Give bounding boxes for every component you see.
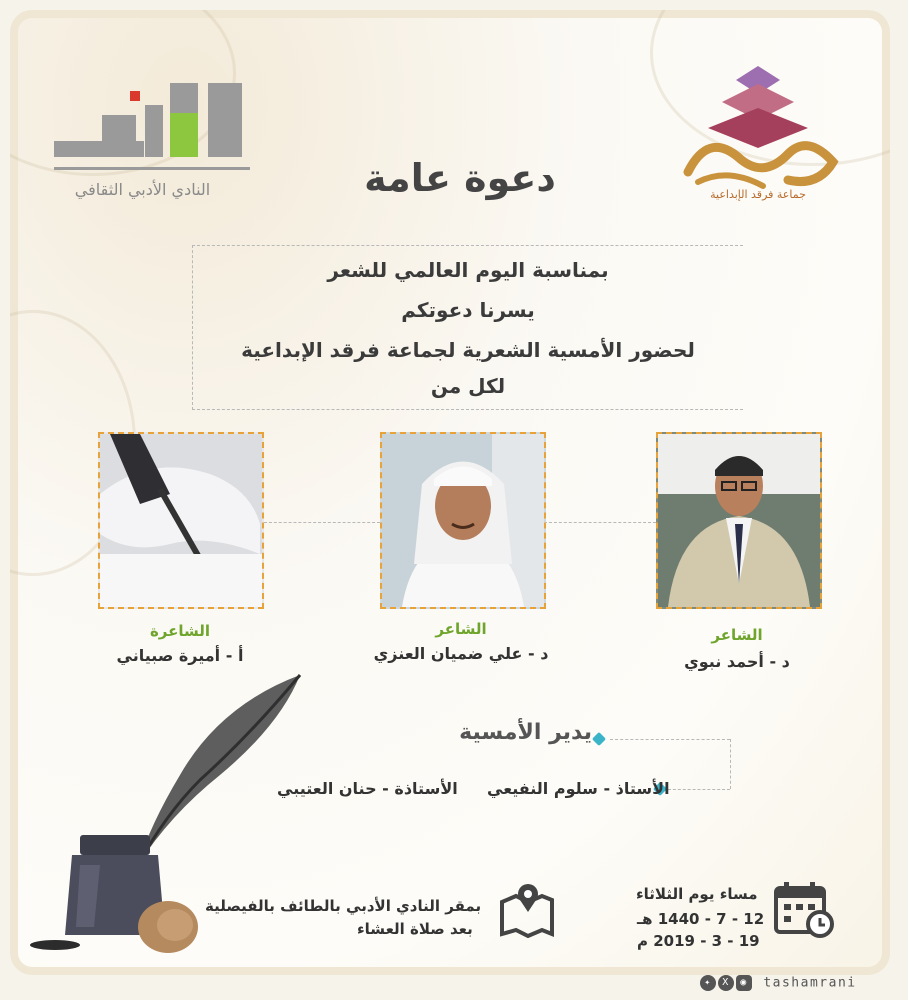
invitation-line: بمناسبة اليوم العالمي للشعر bbox=[327, 258, 609, 282]
map-location-icon bbox=[498, 880, 556, 938]
photo-connector bbox=[544, 522, 656, 523]
social-handle-bar bbox=[700, 975, 857, 997]
invitation-line: لحضور الأمسية الشعرية لجماعة فرقد الإبداعية bbox=[241, 338, 695, 362]
venue-text: بمقر النادي الأدبي بالطائف بالفيصلية bbox=[205, 897, 482, 915]
instagram-icon: ◉ bbox=[736, 975, 752, 991]
host-connector bbox=[610, 739, 730, 740]
gregorian-date: 19 - 3 - 2019 م bbox=[637, 932, 760, 950]
portrait-image bbox=[382, 434, 544, 607]
invitation-box bbox=[192, 245, 743, 410]
hijri-date: 12 - 7 - 1440 هـ bbox=[637, 910, 765, 928]
portrait-image bbox=[658, 434, 820, 607]
poet-photo-ahmed bbox=[656, 432, 822, 609]
club-name: النادي الأدبي الثقافي bbox=[74, 180, 211, 199]
x-icon: X bbox=[718, 975, 734, 991]
invitation-line: يسرنا دعوتكم bbox=[401, 298, 535, 322]
poet-role: الشاعر bbox=[711, 626, 763, 644]
host-name: الأستاذ - سلوم النفيعي bbox=[487, 779, 670, 798]
calendar-icon bbox=[772, 880, 836, 942]
host-name: الأستاذة - حنان العتيبي bbox=[277, 779, 458, 798]
host-connector bbox=[668, 789, 730, 790]
poet-name: د - أحمد نبوي bbox=[684, 652, 790, 671]
invitation-line: لكل من bbox=[430, 374, 506, 398]
twitter-icon: ✦ bbox=[700, 975, 716, 991]
poet-name: د - علي ضميان العنزي bbox=[373, 644, 549, 663]
writing-hand-image bbox=[100, 434, 262, 607]
poet-role: الشاعر bbox=[435, 620, 487, 638]
venue-time-text: بعد صلاة العشاء bbox=[357, 920, 473, 938]
poet-photo-amira bbox=[98, 432, 264, 609]
host-connector bbox=[730, 739, 731, 789]
poet-name: أ - أميرة صبياني bbox=[116, 646, 244, 665]
quill-inkwell-icon bbox=[20, 665, 320, 965]
poet-role: الشاعرة bbox=[149, 622, 211, 640]
host-title: يدير الأمسية bbox=[459, 720, 592, 745]
photo-connector bbox=[264, 522, 380, 523]
group-name: جماعة فرقد الإبداعية bbox=[710, 188, 806, 201]
social-handle: tashamrani bbox=[763, 975, 857, 991]
poet-photo-ali bbox=[380, 432, 546, 609]
event-day: مساء يوم الثلاثاء bbox=[636, 885, 758, 903]
page-title: دعوة عامة bbox=[364, 156, 556, 200]
